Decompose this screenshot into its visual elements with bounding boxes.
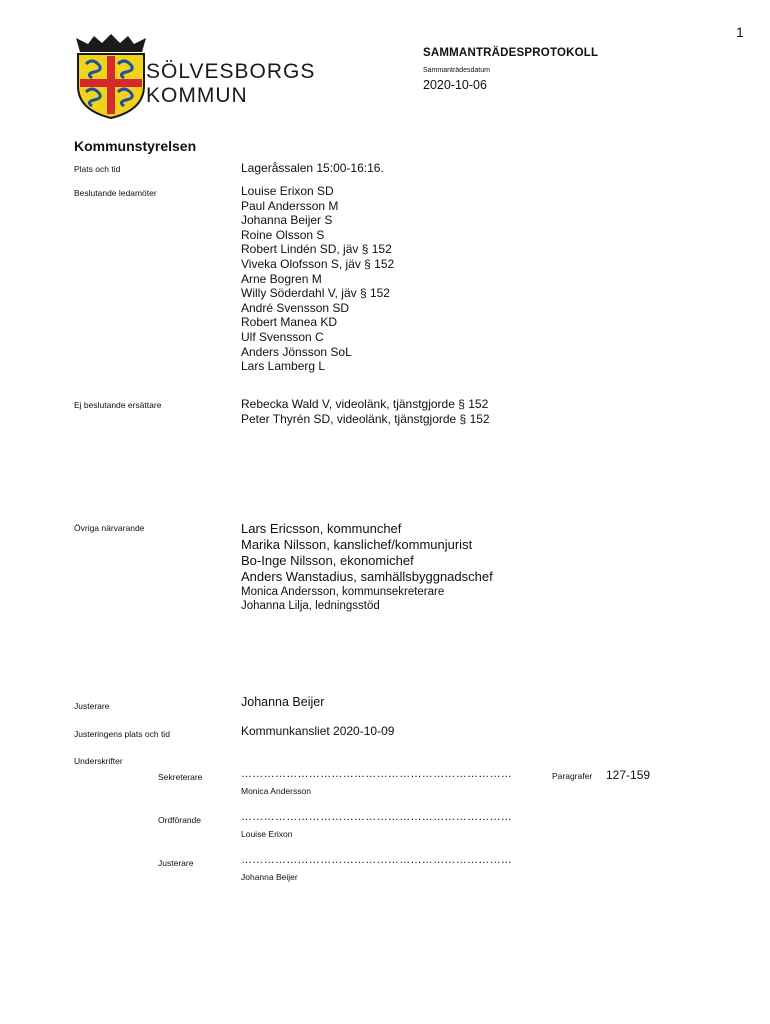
list-item: Viveka Olofsson S, jäv § 152 (241, 256, 395, 271)
beslutande-list (241, 184, 394, 374)
protocol-title: SAMMANTRÄDESPROTOKOLL (423, 47, 599, 59)
signer-role-ordforande: Ordförande (158, 815, 201, 825)
list-item: Anders Wanstadius, samhällsbyggnadschef (241, 569, 493, 584)
paragrafer-label: Paragrafer (552, 771, 593, 781)
ersattare-label: Ej beslutande ersättare (74, 400, 162, 410)
list-item: André Svensson SD (241, 300, 350, 315)
list-item: Louise Erixon SD (241, 184, 334, 198)
signature-line: ……………………………………………………………… (241, 768, 513, 780)
list-item: Robert Lindén SD, jäv § 152 (241, 242, 392, 257)
list-item: Arne Bogren M (241, 271, 322, 286)
plats-label: Plats och tid (74, 164, 121, 174)
signer-name-sekreterare: Monica Andersson (241, 786, 311, 796)
list-item: Monica Andersson, kommunsekreterare (241, 586, 445, 598)
signer-role-justerare: Justerare (158, 858, 194, 868)
organization-name (146, 60, 315, 108)
signature-line: ……………………………………………………………… (241, 811, 513, 823)
list-item: Paul Andersson M (241, 198, 339, 213)
organization-name-line2: KOMMUN (146, 84, 248, 107)
date-label: Sammanträdesdatum (423, 67, 490, 74)
list-item: Roine Olsson S (241, 227, 325, 242)
list-item: Lars Lamberg L (241, 359, 326, 374)
list-item: Marika Nilsson, kanslichef/kommunjurist (241, 537, 473, 552)
list-item: Robert Manea KD (241, 315, 338, 330)
body-name-heading: Kommunstyrelsen (74, 138, 197, 154)
justerare-value: Johanna Beijer (241, 695, 325, 709)
justeringens-label: Justeringens plats och tid (74, 729, 170, 739)
justerare-label: Justerare (74, 701, 110, 711)
justeringens-value: Kommunkansliet 2020-10-09 (241, 724, 395, 738)
ovriga-list (241, 521, 493, 613)
list-item: Rebecka Wald V, videolänk, tjänstgjorde § 152 (241, 397, 489, 411)
beslutande-label: Beslutande ledamöter (74, 188, 157, 198)
organization-name-line1: SÖLVESBORGS (146, 60, 316, 83)
ersattare-list (241, 397, 490, 426)
list-item: Lars Ericsson, kommunchef (241, 521, 402, 536)
underskrifter-label: Underskrifter (74, 756, 123, 766)
list-item: Willy Söderdahl V, jäv § 152 (241, 286, 390, 301)
list-item: Johanna Beijer S (241, 213, 333, 228)
list-item: Johanna Lilja, ledningsstöd (241, 600, 380, 612)
list-item: Bo-Inge Nilsson, ekonomichef (241, 553, 414, 568)
plats-value: Lageråssalen 15:00-16:16. (241, 161, 384, 175)
signer-name-ordforande: Louise Erixon (241, 829, 293, 839)
signer-name-justerare: Johanna Beijer (241, 872, 298, 882)
list-item: Peter Thyrén SD, videolänk, tjänstgjorde § 152 (241, 411, 490, 426)
meeting-date: 2020-10-06 (423, 78, 487, 92)
list-item: Ulf Svensson C (241, 329, 324, 344)
page-number: 1 (736, 24, 744, 40)
paragrafer-value: 127-159 (606, 768, 651, 782)
signer-role-sekreterare: Sekreterare (158, 772, 203, 782)
ovriga-label: Övriga närvarande (74, 523, 145, 533)
list-item: Anders Jönsson SoL (241, 344, 352, 359)
signature-line: ……………………………………………………………… (241, 854, 513, 866)
coat-of-arms-logo (72, 34, 150, 120)
